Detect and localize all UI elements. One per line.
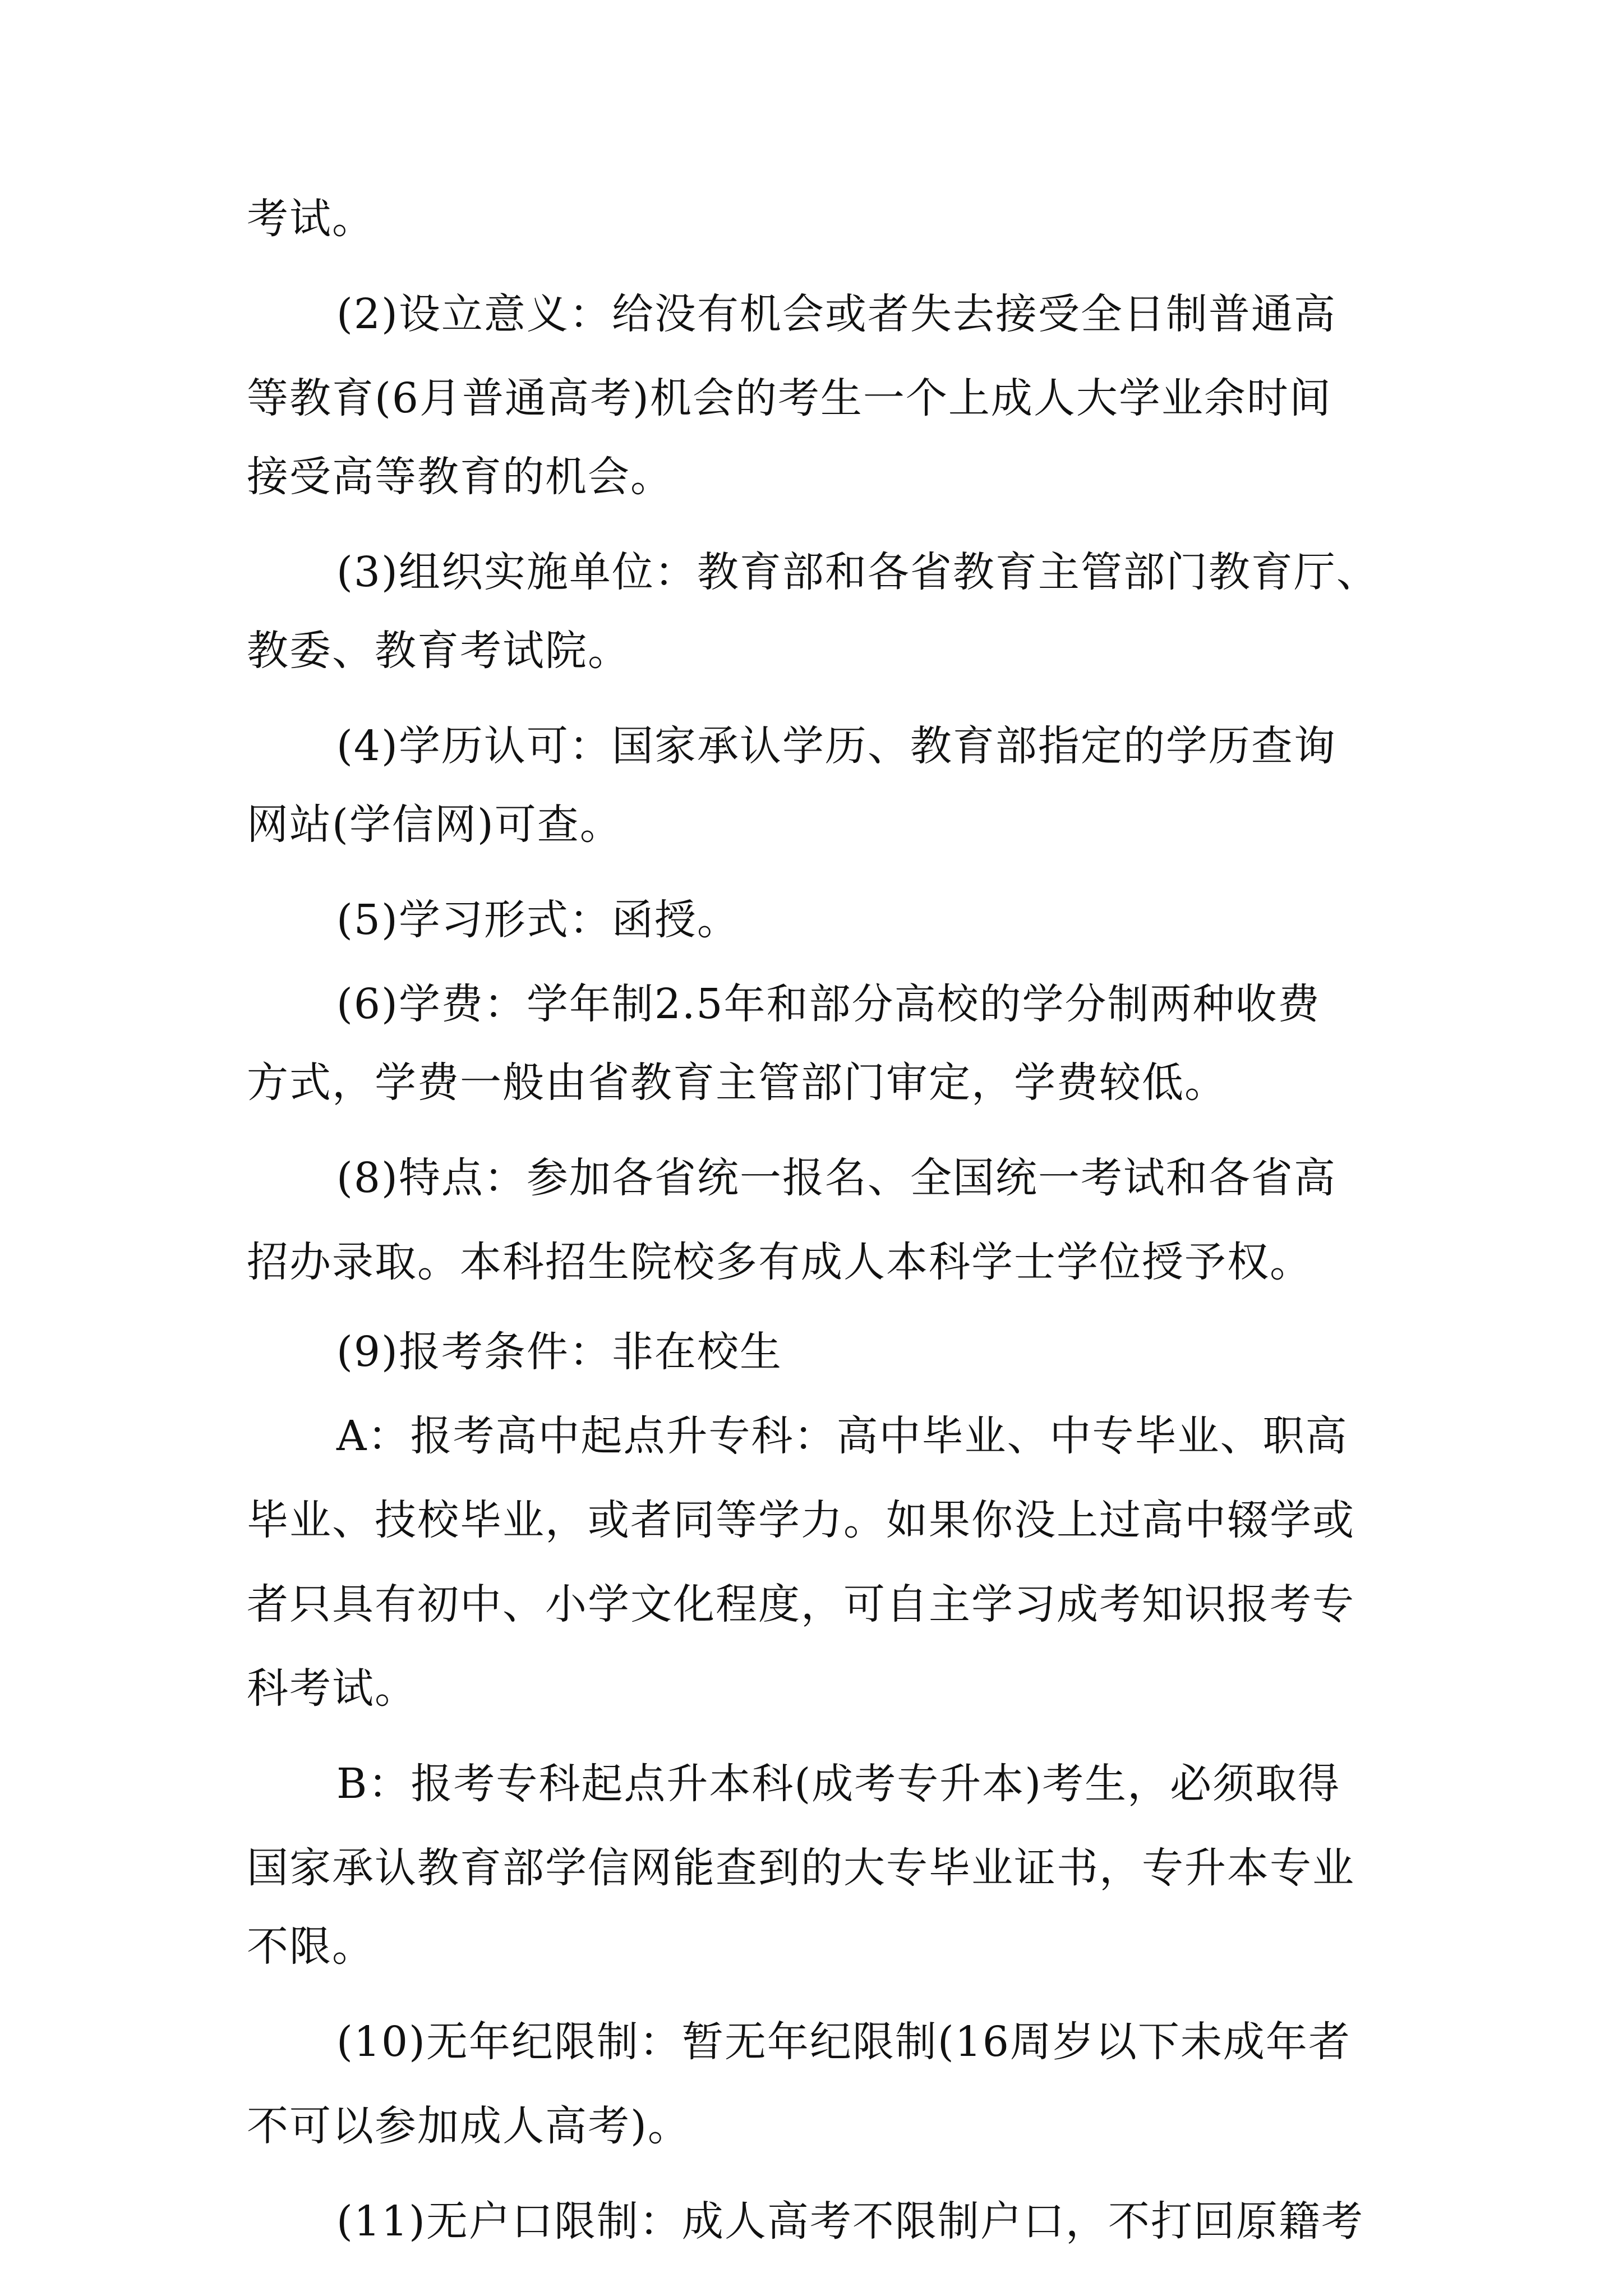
- text-line: (3)组织实施单位：教育部和各省教育主管部门教育厅、: [336, 548, 1379, 596]
- text-line: (4)学历认可：国家承认学历、教育部指定的学历查询: [336, 722, 1336, 770]
- text-line: B：报考专科起点升本科(成考专升本)考生，必须取得: [336, 1760, 1341, 1808]
- text-line: (2)设立意义：给没有机会或者失去接受全日制普通高: [336, 290, 1336, 338]
- text-line: 接受高等教育的机会。: [247, 453, 673, 501]
- text-line: (8)特点：参加各省统一报名、全国统一考试和各省高: [336, 1154, 1336, 1202]
- text-line: (11)无户口限制：成人高考不限制户口，不打回原籍考: [336, 2197, 1364, 2246]
- text-line: (9)报考条件：非在校生: [336, 1328, 782, 1376]
- text-line: 考试。: [247, 195, 375, 243]
- text-line: 教委、教育考试院。: [247, 627, 630, 675]
- text-line: (6)学费：学年制2.5年和部分高校的学分制两种收费: [336, 980, 1321, 1028]
- text-line: 不限。: [247, 1922, 375, 1971]
- text-line: (10)无年纪限制：暂无年纪限制(16周岁以下未成年者: [336, 2018, 1351, 2066]
- text-line: 网站(学信网)可查。: [247, 800, 623, 849]
- text-line: 不可以参加成人高考)。: [247, 2102, 690, 2150]
- text-line: 招办录取。本科招生院校多有成人本科学士学位授予权。: [247, 1238, 1312, 1286]
- text-line: 毕业、技校毕业，或者同等学力。如果你没上过高中辍学或: [247, 1496, 1355, 1544]
- text-line: 科考试。: [247, 1664, 417, 1713]
- text-line: (5)学习形式：函授。: [336, 896, 740, 944]
- text-line: 方式，学费一般由省教育主管部门审定，学费较低。: [247, 1059, 1227, 1107]
- text-line: A：报考高中起点升专科：高中毕业、中专毕业、职高: [336, 1412, 1348, 1460]
- text-line: 等教育(6月普通高考)机会的考生一个上成人大学业余时间: [247, 374, 1332, 422]
- text-line: 国家承认教育部学信网能查到的大专毕业证书，专升本专业: [247, 1844, 1355, 1892]
- text-line: 者只具有初中、小学文化程度，可自主学习成考知识报考专: [247, 1580, 1355, 1628]
